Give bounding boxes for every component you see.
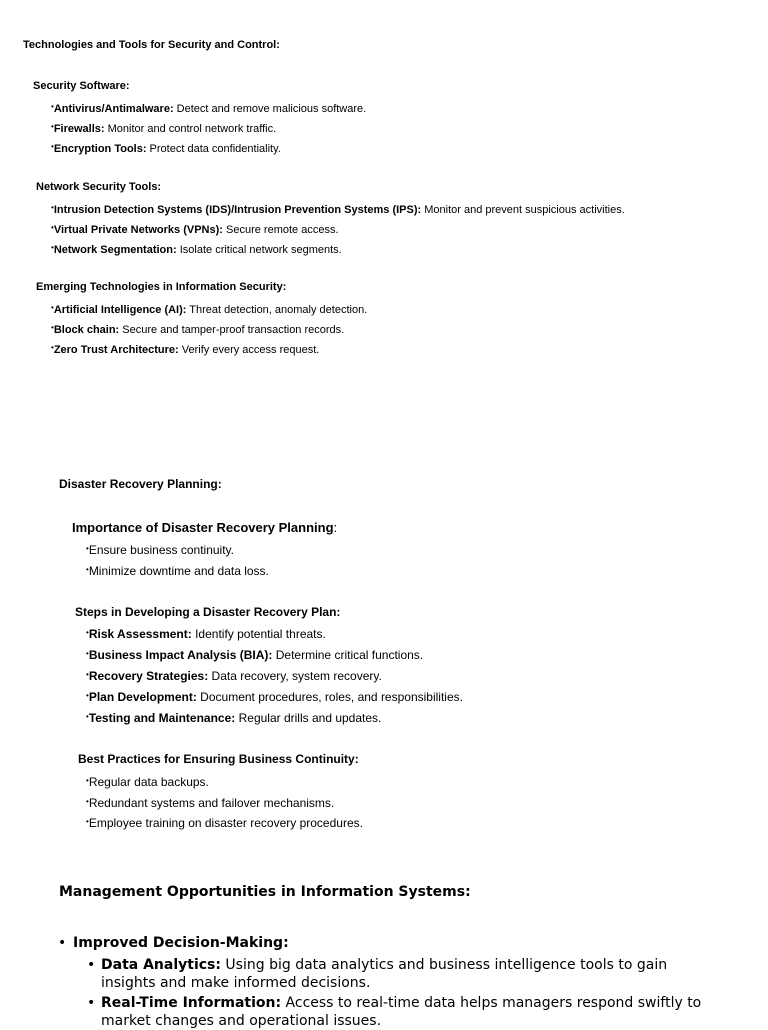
list-item xyxy=(51,241,342,257)
list-item xyxy=(51,301,367,317)
list-item xyxy=(86,563,269,578)
list-item xyxy=(51,201,625,217)
bullet-icon: • xyxy=(51,223,54,232)
item-desc: Secure and tamper-proof transaction records. xyxy=(119,324,345,336)
item-term: Recovery Strategies: xyxy=(88,669,209,683)
list-item xyxy=(86,689,463,704)
list-item xyxy=(51,140,281,156)
list-item xyxy=(86,795,334,810)
item-term: Antivirus/Antimalware: xyxy=(53,103,174,115)
item-desc: Minimize downtime and data loss. xyxy=(88,564,269,578)
item-desc: Employee training on disaster recovery procedures. xyxy=(88,816,363,830)
group-heading-emerging-tech: Emerging Technologies in Information Security: xyxy=(36,281,287,293)
bullet-icon: • xyxy=(86,649,89,658)
list-item-level2 xyxy=(101,994,711,1030)
bullet-icon: • xyxy=(51,323,54,332)
item-desc: Document procedures, roles, and responsibilities. xyxy=(196,690,463,704)
item-desc: Verify every access request. xyxy=(178,344,320,356)
section-title-management: Management Opportunities in Information Systems: xyxy=(59,884,471,900)
item-term: Business Impact Analysis (BIA): xyxy=(88,648,273,662)
list-item xyxy=(86,626,326,641)
list-item xyxy=(51,341,319,357)
bullet-icon: • xyxy=(51,122,54,131)
list-item xyxy=(86,542,234,557)
item-desc: Regular drills and updates. xyxy=(235,711,382,725)
bullet-icon: • xyxy=(87,957,96,973)
item-term: Block chain: xyxy=(53,324,120,336)
list-item xyxy=(86,710,381,725)
item-desc: Protect data confidentiality. xyxy=(146,143,281,155)
subheading-best-practices: Best Practices for Ensuring Business Continuity: xyxy=(78,752,359,766)
bullet-icon: • xyxy=(58,935,67,951)
item-term: Intrusion Detection Systems (IDS)/Intrusion Prevention Systems (IPS): xyxy=(53,204,422,216)
bullet-icon: • xyxy=(51,343,54,352)
item-desc: Threat detection, anomaly detection. xyxy=(186,304,368,316)
bullet-icon: • xyxy=(51,142,54,151)
list-item-level2 xyxy=(101,956,711,992)
group-heading-security-software: Security Software: xyxy=(33,80,130,92)
subheading-importance xyxy=(72,520,337,535)
bullet-icon: • xyxy=(51,303,54,312)
item-term: Virtual Private Networks (VPNs): xyxy=(53,224,223,236)
item-desc: Determine critical functions. xyxy=(272,648,424,662)
item-term: Testing and Maintenance: xyxy=(88,711,236,725)
group-heading-network-security: Network Security Tools: xyxy=(36,181,162,193)
item-term: Zero Trust Architecture: xyxy=(53,344,179,356)
item-term: Plan Development: xyxy=(88,690,197,704)
list-item xyxy=(86,774,209,789)
item-desc: Identify potential threats. xyxy=(191,627,326,641)
list-item-level1 xyxy=(58,934,289,952)
bullet-icon: • xyxy=(86,670,89,679)
list-item xyxy=(86,647,423,662)
bullet-icon: • xyxy=(86,797,89,806)
item-term: Encryption Tools: xyxy=(53,143,147,155)
bullet-icon: • xyxy=(86,817,89,826)
item-term: Risk Assessment: xyxy=(88,627,192,641)
item-desc: Regular data backups. xyxy=(88,775,209,789)
item-term: Improved Decision-Making: xyxy=(73,935,289,951)
item-term: Artificial Intelligence (AI): xyxy=(53,304,187,316)
subheading-colon: : xyxy=(333,520,338,535)
bullet-icon: • xyxy=(86,544,89,553)
item-desc: Secure remote access. xyxy=(222,224,339,236)
bullet-icon: • xyxy=(86,628,89,637)
list-item xyxy=(86,668,382,683)
item-desc: Ensure business continuity. xyxy=(88,543,235,557)
section-title-security-tools: Technologies and Tools for Security and Control: xyxy=(23,39,280,51)
item-term: Data Analytics: xyxy=(101,957,221,973)
bullet-icon: • xyxy=(51,203,54,212)
subheading-steps: Steps in Developing a Disaster Recovery Plan: xyxy=(75,605,341,619)
item-term: Firewalls: xyxy=(53,123,105,135)
bullet-icon: • xyxy=(86,691,89,700)
item-term: Real-Time Information: xyxy=(101,995,282,1011)
item-desc: Monitor and control network traffic. xyxy=(104,123,277,135)
bullet-icon: • xyxy=(86,565,89,574)
item-desc: Monitor and prevent suspicious activities. xyxy=(421,204,625,216)
bullet-icon: • xyxy=(51,243,54,252)
item-term: Network Segmentation: xyxy=(53,244,177,256)
bullet-icon: • xyxy=(87,995,96,1011)
bullet-icon: • xyxy=(86,776,89,785)
item-desc: Detect and remove malicious software. xyxy=(173,103,367,115)
list-item xyxy=(51,100,366,116)
section-title-disaster-recovery: Disaster Recovery Planning: xyxy=(59,477,222,491)
list-item xyxy=(51,321,344,337)
item-desc: Access to real-time data helps managers respond swiftly to market changes and operational issues. xyxy=(101,995,702,1029)
list-item xyxy=(51,221,339,237)
item-desc: Using big data analytics and business intelligence tools to gain insights and make informed decisions. xyxy=(101,957,668,991)
item-desc: Data recovery, system recovery. xyxy=(208,669,382,683)
item-desc: Redundant systems and failover mechanisms. xyxy=(88,796,335,810)
list-item xyxy=(51,120,276,136)
list-item xyxy=(86,815,363,830)
subheading-importance-text: Importance of Disaster Recovery Planning xyxy=(72,520,334,535)
bullet-icon: • xyxy=(86,712,89,721)
bullet-icon: • xyxy=(51,102,54,111)
item-desc: Isolate critical network segments. xyxy=(176,244,342,256)
